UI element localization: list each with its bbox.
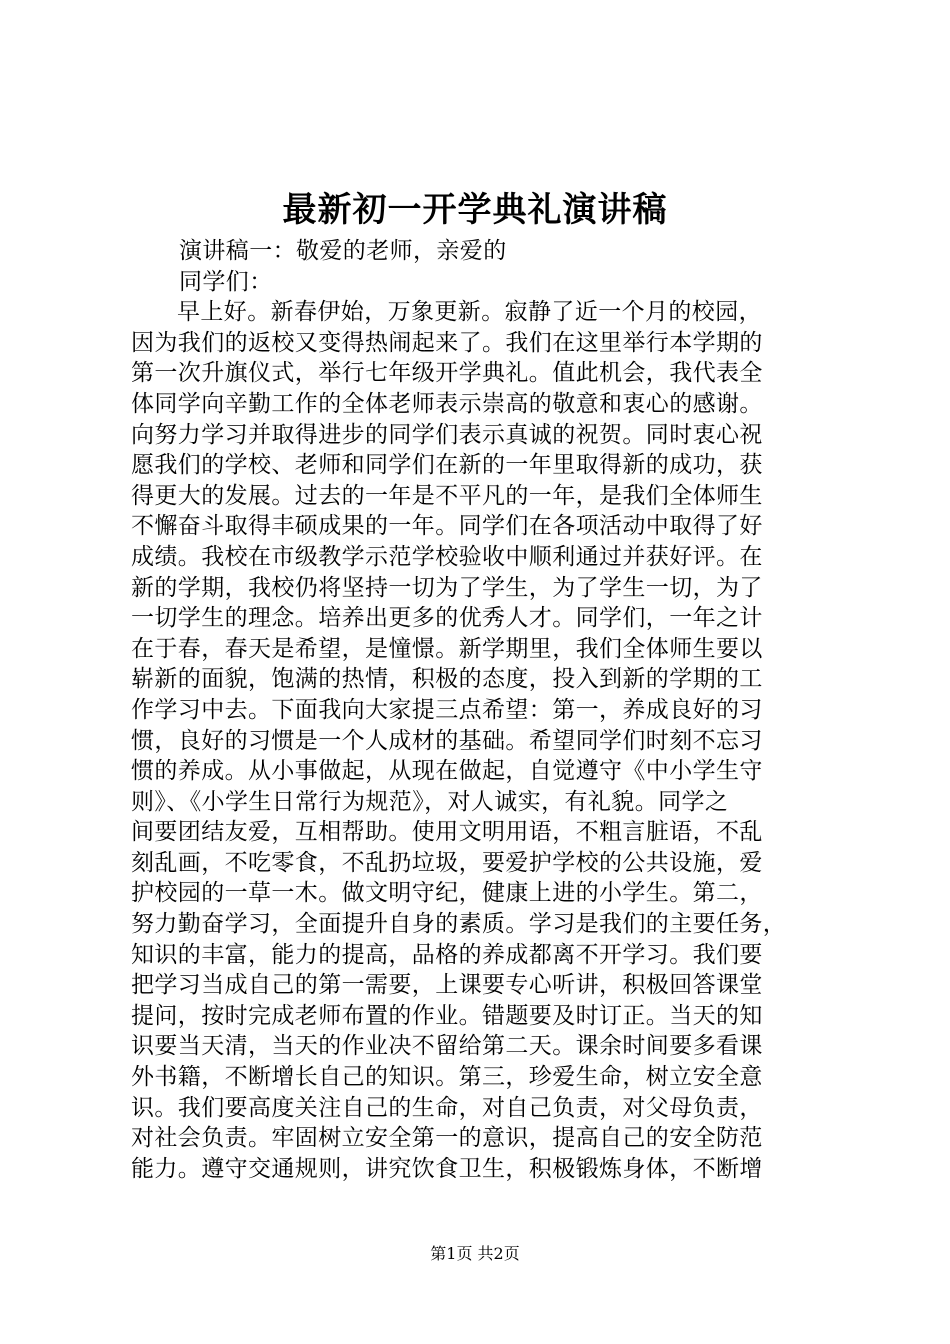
body-line: 护校园的一草一木。做文明守纪，健康上进的小学生。第二，: [131, 880, 763, 907]
body-line: 知识的丰富，能力的提高，品格的养成都离不开学习。我们要: [131, 941, 763, 968]
body-line: 则》、《小学生日常行为规范》，对人诚实，有礼貌。同学之: [131, 788, 729, 815]
body-line: 把学习当成自己的第一需要，上课要专心听讲，积极回答课堂: [131, 972, 763, 999]
body-line: 能力。遵守交通规则，讲究饮食卫生，积极锻炼身体，不断增: [131, 1155, 763, 1182]
body-line: 惯的养成。从小事做起，从现在做起，自觉遵守《中小学生守: [131, 758, 763, 785]
body-line: 惯，良好的习惯是一个人成材的基础。希望同学们时刻不忘习: [131, 727, 763, 754]
body-line: 成绩。我校在市级教学示范学校验收中顺利通过并获好评。在: [131, 543, 763, 570]
body-line: 努力勤奋学习，全面提升自身的素质。学习是我们的主要任务，: [131, 911, 787, 938]
body-line: 对社会负责。牢固树立安全第一的意识，提高自己的安全防范: [131, 1125, 763, 1152]
body-line: 提问，按时完成老师布置的作业。错题要及时订正。当天的知: [131, 1002, 763, 1029]
body-line: 刻乱画，不吃零食，不乱扔垃圾，要爱护学校的公共设施，爱: [131, 849, 763, 876]
body-line: 向努力学习并取得进步的同学们表示真诚的祝贺。同时衷心祝: [131, 421, 763, 448]
body-line: 第一次升旗仪式，举行七年级开学典礼。值此机会，我代表全: [131, 360, 763, 387]
body-line: 新的学期，我校仍将坚持一切为了学生，为了学生一切，为了: [131, 574, 763, 601]
body-line: 不懈奋斗取得丰硕成果的一年。同学们在各项活动中取得了好: [131, 513, 763, 540]
body-line: 作学习中去。下面我向大家提三点希望：第一，养成良好的习: [131, 696, 763, 723]
body-line: 愿我们的学校、老师和同学们在新的一年里取得新的成功，获: [131, 452, 763, 479]
body-line: 外书籍，不断增长自己的知识。第三，珍爱生命，树立安全意: [131, 1064, 763, 1091]
page-number-footer: 第1页 共2页: [430, 1244, 520, 1263]
body-line: 识。我们要高度关注自己的生命，对自己负责，对父母负责，: [131, 1094, 763, 1121]
body-line: 崭新的面貌，饱满的热情，积极的态度，投入到新的学期的工: [131, 666, 763, 693]
body-line: 演讲稿一：敬爱的老师，亲爱的: [179, 238, 507, 264]
body-line: 得更大的发展。过去的一年是不平凡的一年，是我们全体师生: [131, 482, 763, 509]
document-title: 最新初一开学典礼演讲稿: [282, 190, 668, 230]
body-line: 因为我们的返校又变得热闹起来了。我们在这里举行本学期的: [131, 329, 763, 356]
document-body: [131, 236, 851, 1184]
body-line: 同学们：: [179, 268, 273, 295]
body-line: 早上好。新春伊始，万象更新。寂静了近一个月的校园，: [177, 299, 762, 326]
body-line: 间要团结友爱，互相帮助。使用文明用语，不粗言脏语，不乱: [131, 819, 763, 846]
body-line: 体同学向辛勤工作的全体老师表示崇高的敬意和衷心的感谢。: [131, 390, 763, 417]
body-line: 识要当天清，当天的作业决不留给第二天。课余时间要多看课: [131, 1033, 763, 1060]
body-line: 在于春，春天是希望，是憧憬。新学期里，我们全体师生要以: [131, 635, 763, 662]
body-line: 一切学生的理念。培养出更多的优秀人才。同学们，一年之计: [131, 605, 763, 632]
